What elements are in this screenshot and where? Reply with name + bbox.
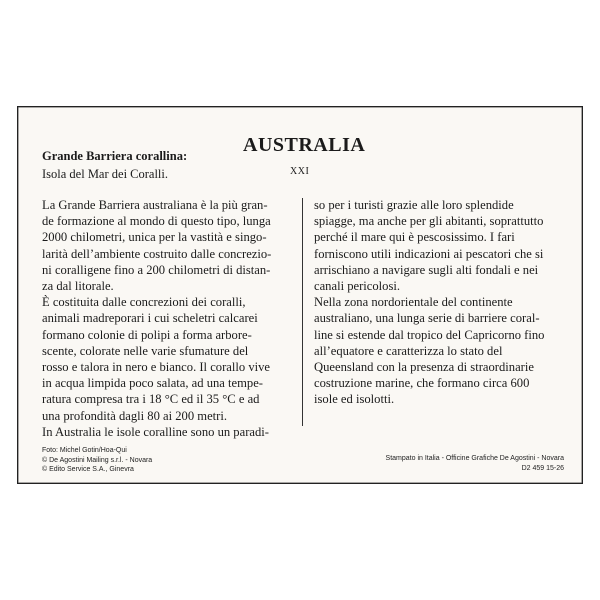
text-line: In Australia le isole coralline sono un paradi- xyxy=(42,424,269,439)
card-code: D2 459 15-26 xyxy=(521,464,564,472)
card-subtitle-heading: Grande Barriera corallina: xyxy=(42,149,188,163)
text-line: scente, colorate nelle varie sfumature del xyxy=(42,343,249,358)
text-line: arrischiano a navigare sugli alti fondali e nei xyxy=(314,262,539,277)
text-line: de formazione al mondo di questo tipo, lunga xyxy=(42,214,271,229)
text-line: forniscono utili indicazioni ai pescatori che si xyxy=(314,246,544,261)
text-line: all’equatore e caratterizza lo stato del xyxy=(314,343,503,358)
text-line: costruzione marine, che formano circa 600 xyxy=(314,376,530,391)
column-divider xyxy=(302,198,303,426)
text-line: za dal litorale. xyxy=(42,279,114,294)
text-line: È costituita dalle concrezioni dei coralli, xyxy=(42,295,246,310)
footer-printer xyxy=(370,454,564,473)
text-line: spiagge, ma anche per gli abitanti, soprattutto xyxy=(314,214,544,229)
text-line: line si estende dal tropico del Capricorno fino xyxy=(314,327,545,342)
text-line: isole ed isolotti. xyxy=(314,392,395,407)
text-line: La Grande Barriera australiana è la più gran- xyxy=(42,198,268,212)
text-line: larità dell’ambiente costruito dalle concrezio- xyxy=(42,246,272,261)
text-line: ni coralligene fino a 200 chilometri di distan- xyxy=(42,262,271,277)
text-line: 2000 chilometri, unica per la vastità e singo- xyxy=(42,230,267,245)
text-line: Nella zona nordorientale del continente xyxy=(314,295,513,310)
text-line: in acqua limpida poco salata, ad una tempe- xyxy=(42,376,264,391)
photo-credit: Foto: Michel Gotin/Hoa-Qui xyxy=(42,447,127,454)
card-title: AUSTRALIA xyxy=(243,134,366,156)
text-line: una profondità dagli 80 ai 200 metri. xyxy=(42,408,228,423)
printer-line: Stampato in Italia - Officine Grafiche De Agostini - Novara xyxy=(385,455,564,462)
text-line: rosso e talora in nero e bianco. Il corallo vive xyxy=(42,360,271,375)
card-subtitle: Isola del Mar dei Coralli. xyxy=(42,167,169,181)
text-line: ratura compresa tra i 18 °C ed il 35 °C e ad xyxy=(42,392,260,407)
text-column-right xyxy=(314,197,566,408)
text-line: perché il mare qui è pescosissimo. I fari xyxy=(314,230,515,245)
text-line: so per i turisti grazie alle loro splendide xyxy=(314,198,514,212)
footer-credits xyxy=(42,446,152,475)
text-line: formano colonie di polipi a forma arbore- xyxy=(42,327,252,342)
card-number: XXI xyxy=(290,166,310,177)
text-line: canali pericolosi. xyxy=(314,279,401,294)
text-line: australiano, una lunga serie di barriere coral- xyxy=(314,311,540,326)
text-line: Queensland con la presenza di straordinarie xyxy=(314,360,534,375)
text-column-left xyxy=(42,197,292,440)
copyright-line: © De Agostini Mailing s.r.l. - Novara xyxy=(42,456,153,464)
text-line: animali madreporari i cui scheletri calcarei xyxy=(42,311,258,326)
copyright-line: © Edito Service S.A., Ginevra xyxy=(42,466,134,473)
